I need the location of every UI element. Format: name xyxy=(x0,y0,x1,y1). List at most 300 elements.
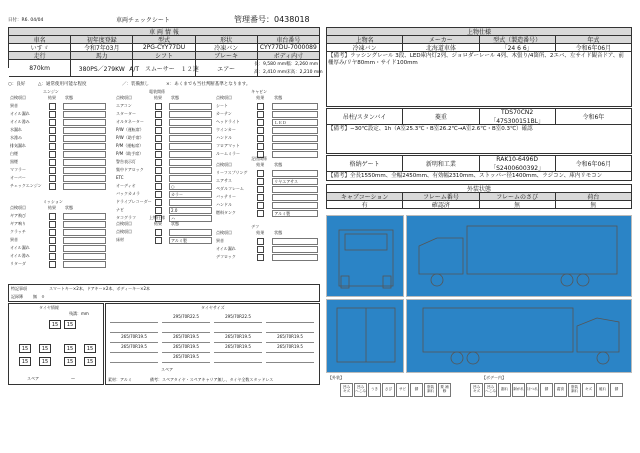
tire-r1-3: 15 xyxy=(84,344,96,353)
tire-remark: 備考：スペアタイヤ・スペアキャリア無し、タイヤ全数スタッドレス xyxy=(150,377,274,382)
check-row xyxy=(114,143,214,151)
result-checkbox[interactable] xyxy=(49,143,56,150)
damage-code-body: 剥がれ xyxy=(512,383,525,397)
result-checkbox[interactable] xyxy=(155,159,162,166)
dim-width: 幅：2,260 mm xyxy=(286,62,319,67)
status-field[interactable] xyxy=(63,119,106,126)
result-checkbox[interactable] xyxy=(257,170,264,177)
check-row xyxy=(8,253,108,261)
result-checkbox[interactable] xyxy=(257,135,264,142)
result-checkbox[interactable] xyxy=(155,143,162,150)
tire-r2-0: 15 xyxy=(19,357,31,366)
status-field[interactable]: アルミ製 xyxy=(272,210,318,217)
check-item-label: クラッチ xyxy=(10,229,26,234)
status-field[interactable] xyxy=(272,151,318,158)
result-checkbox[interactable] xyxy=(155,183,162,190)
ev-2: 無 xyxy=(480,201,556,209)
status-field[interactable] xyxy=(63,245,106,252)
body-shape: 冷凍バン xyxy=(196,44,258,52)
result-checkbox[interactable] xyxy=(49,245,56,252)
check-item-label: タコグラフ xyxy=(116,215,136,220)
check-item-label: P/W（運転席） xyxy=(116,127,144,132)
col-header: 結果 xyxy=(256,230,265,235)
col-header: 点検項目 xyxy=(216,230,232,235)
check-row xyxy=(214,111,320,119)
tire-size-cell: 295/70R22.5 xyxy=(214,314,262,323)
check-row xyxy=(8,167,108,175)
tire-r2-2: 15 xyxy=(64,357,76,366)
mileage: 870km xyxy=(9,60,71,77)
result-checkbox[interactable] xyxy=(155,191,162,198)
result-checkbox[interactable] xyxy=(155,175,162,182)
check-item-label: スターター xyxy=(116,111,136,116)
col-header: 点検項目 xyxy=(216,162,232,167)
check-row xyxy=(214,170,320,178)
check-item-label: カーテン xyxy=(216,111,232,116)
result-checkbox[interactable] xyxy=(257,246,264,253)
damage-code-ext: 凹み へこみ xyxy=(354,383,367,397)
tire-material: 素材：アルミ xyxy=(108,377,132,382)
check-item-label: 警告表示灯 xyxy=(116,159,136,164)
status-field[interactable] xyxy=(63,135,106,142)
tire-size-title: タイヤサイズ xyxy=(201,305,225,310)
u1-3: 令和6年06月 xyxy=(556,44,632,52)
spare-label: スペア xyxy=(27,376,39,381)
status-field[interactable] xyxy=(169,229,212,236)
u3-1: 新明和工業 xyxy=(403,156,479,172)
status-field[interactable] xyxy=(272,143,318,150)
check-item-label: オイル漏れ xyxy=(10,245,30,250)
vh2-2: シフト xyxy=(133,52,195,60)
horsepower: 380PS／279KW xyxy=(71,60,133,77)
check-item-label: フロアマット xyxy=(216,143,240,148)
uh-3: 年式 xyxy=(556,36,632,44)
damage-code-body: キズ xyxy=(582,383,595,397)
col-header: 状態 xyxy=(274,162,283,167)
check-row xyxy=(214,254,320,262)
tire-size-cell xyxy=(266,324,314,333)
result-checkbox[interactable] xyxy=(49,127,56,134)
exterior-title: 外装状態 xyxy=(327,185,632,193)
vh2-4: ボディ内寸 xyxy=(258,52,320,60)
u2-3: 令和6年 xyxy=(556,109,632,125)
check-item-label: オルタネーター xyxy=(116,119,144,124)
damage-code-body: 凹み へこみ xyxy=(484,383,497,397)
status-field[interactable] xyxy=(272,246,318,253)
u1-2: 「24 6 6」 xyxy=(480,44,556,52)
check-title-engine: エンジン xyxy=(43,89,59,94)
tire-size-cell: 265/70R19.5 xyxy=(266,344,314,353)
result-checkbox[interactable] xyxy=(49,111,56,118)
check-item-label: 排気漏れ xyxy=(10,143,26,148)
check-row xyxy=(214,246,320,254)
damage-code-ext: うき xyxy=(368,383,381,397)
tire-unit: 残溝：mm xyxy=(69,311,89,316)
check-row xyxy=(114,167,214,175)
result-checkbox[interactable] xyxy=(257,194,264,201)
status-field[interactable]: リヤエアサス xyxy=(272,178,318,185)
status-field[interactable] xyxy=(169,127,212,134)
result-checkbox[interactable] xyxy=(257,202,264,209)
status-field[interactable] xyxy=(169,175,212,182)
check-row xyxy=(8,175,108,183)
mgmt-label: 管理番号： xyxy=(234,15,274,24)
check-item-label: オーバー xyxy=(10,175,26,180)
check-item-label: 黒煙 xyxy=(10,159,18,164)
check-row xyxy=(8,229,108,237)
check-item-label: 異音 xyxy=(216,238,224,243)
tire-r1-0: 15 xyxy=(19,344,31,353)
status-field[interactable] xyxy=(169,167,212,174)
status-field[interactable]: ○ xyxy=(169,183,212,190)
check-row xyxy=(8,221,108,229)
check-row xyxy=(8,151,108,159)
status-field[interactable] xyxy=(169,103,212,110)
col-header: 状態 xyxy=(274,95,283,100)
check-row xyxy=(8,135,108,143)
result-checkbox[interactable] xyxy=(257,238,264,245)
result-checkbox[interactable] xyxy=(49,229,56,236)
status-field[interactable] xyxy=(63,143,106,150)
tire-size-cell xyxy=(266,354,314,363)
check-item-label: ギア鳴り xyxy=(10,221,26,226)
check-item-label: P/M（助手席） xyxy=(116,151,144,156)
tire-size-cell xyxy=(110,354,158,363)
check-title-upper: 上物仕様 xyxy=(149,215,165,220)
result-checkbox[interactable] xyxy=(155,237,162,244)
col-header: 結果 xyxy=(48,95,56,100)
check-item-label: 水漏れ xyxy=(10,127,22,132)
check-title-diff: デフ xyxy=(251,224,260,229)
result-checkbox[interactable] xyxy=(257,103,264,110)
dim-floor: 床高：2,210 mm xyxy=(286,70,323,75)
damage-code-body: ほつれ xyxy=(526,383,539,397)
result-checkbox[interactable] xyxy=(155,207,162,214)
result-checkbox[interactable] xyxy=(49,159,56,166)
check-item-label: オイル漏れ xyxy=(10,111,30,116)
damage-code-ext: 要 補修 xyxy=(438,383,451,397)
check-row xyxy=(214,135,320,143)
result-checkbox[interactable] xyxy=(155,103,162,110)
result-checkbox[interactable] xyxy=(49,237,56,244)
check-row xyxy=(8,237,108,245)
check-item-label: リターダ xyxy=(10,261,26,266)
result-checkbox[interactable] xyxy=(257,178,264,185)
damage-code-ext: サビ xyxy=(396,383,409,397)
check-row xyxy=(214,119,320,127)
legend-usable: △：通常使用可能な程度 xyxy=(38,82,87,87)
result-checkbox[interactable] xyxy=(155,119,162,126)
result-checkbox[interactable] xyxy=(155,127,162,134)
truck-side-right-outline xyxy=(407,300,633,374)
mgmt-number: 0438018 xyxy=(274,15,310,24)
truck-front-diagram xyxy=(326,215,404,297)
check-row xyxy=(114,175,214,183)
status-field[interactable] xyxy=(169,199,212,206)
status-field[interactable] xyxy=(63,183,106,190)
upper-row3 xyxy=(326,155,632,172)
damage-code-body: 塗装 剥れ xyxy=(568,383,581,397)
check-item-label: ドライブレコーダー xyxy=(116,199,152,204)
result-checkbox[interactable] xyxy=(155,199,162,206)
col-header: 結果 xyxy=(154,95,162,100)
check-row xyxy=(8,103,108,111)
check-item-label: ハンドル xyxy=(216,202,232,207)
check-item-label: マフラー xyxy=(10,167,26,172)
status-field[interactable] xyxy=(272,135,318,142)
result-checkbox[interactable] xyxy=(155,151,162,158)
status-field[interactable] xyxy=(272,127,318,134)
check-row xyxy=(214,210,320,218)
status-field[interactable] xyxy=(272,238,318,245)
status-field[interactable] xyxy=(63,167,106,174)
check-row xyxy=(214,103,320,111)
status-field[interactable]: 2.0 xyxy=(169,207,212,214)
records-value: 無 ０ xyxy=(33,294,45,299)
eh-2: フレームのさび xyxy=(480,193,556,201)
check-item-label: ペダルフレーム xyxy=(216,186,244,191)
check-row xyxy=(8,213,108,221)
tire-size-cell: 265/70R19.5 xyxy=(110,344,158,353)
tire-size-cell xyxy=(214,324,262,333)
col-header: 点検項目 xyxy=(10,205,26,210)
u2-0: 吊柱/スタンバイ xyxy=(327,109,403,125)
tire-size-cell: 265/70R19.5 xyxy=(214,334,262,343)
dim-height: 高：2,410 mm xyxy=(254,70,287,75)
status-field[interactable] xyxy=(63,237,106,244)
status-field[interactable]: ハ xyxy=(169,215,212,222)
spare-value: — xyxy=(71,376,75,381)
first-registration: 令和7年03月 xyxy=(71,44,133,52)
check-item-label: 床材 xyxy=(116,237,124,242)
notes-title: 特記事項 xyxy=(11,286,27,291)
truck-side-left-diagram xyxy=(406,215,632,297)
status-field[interactable]: カラー xyxy=(169,191,212,198)
check-row xyxy=(214,238,320,246)
truck-side-right-diagram xyxy=(406,299,632,373)
legend-none: ／：装備無し xyxy=(122,82,149,87)
result-checkbox[interactable] xyxy=(49,261,56,268)
result-checkbox[interactable] xyxy=(49,253,56,260)
ev-3: 無 xyxy=(556,201,632,209)
check-item-label: ヘッドライト xyxy=(216,119,240,124)
status-field[interactable]: アルミ製 xyxy=(169,237,212,244)
check-row xyxy=(114,159,214,167)
tire-size-cell: 265/70R19.5 xyxy=(162,354,210,363)
result-checkbox[interactable] xyxy=(49,119,56,126)
result-checkbox[interactable] xyxy=(257,127,264,134)
check-item-label: エアサス xyxy=(216,178,232,183)
status-field[interactable] xyxy=(63,151,106,158)
status-field[interactable]: ＬＥＤ xyxy=(272,119,318,126)
check-row xyxy=(114,135,214,143)
vh1-2: 型式 xyxy=(133,36,195,44)
check-item-label: シート xyxy=(216,103,228,108)
check-row xyxy=(114,127,214,135)
tire-size-cell: 265/70R19.5 xyxy=(214,344,262,353)
tire-title: タイヤ情報 xyxy=(39,305,59,310)
u2-sub: 「47S300151BL」 xyxy=(490,117,545,125)
result-checkbox[interactable] xyxy=(155,229,162,236)
result-checkbox[interactable] xyxy=(155,167,162,174)
check-title-elec: 電装関係 xyxy=(149,89,165,94)
check-row xyxy=(214,194,320,202)
status-field[interactable] xyxy=(63,103,106,110)
check-item-label: バッテリー xyxy=(216,194,236,199)
check-item-label: 点検項目 xyxy=(116,229,132,234)
check-title-cabin: キャビン xyxy=(251,89,268,94)
vh2-3: ブレーキ xyxy=(196,52,258,60)
check-row xyxy=(8,111,108,119)
check-item-label: 水滲み xyxy=(10,135,22,140)
result-checkbox[interactable] xyxy=(257,111,264,118)
tire-size-cell: 265/70R19.5 xyxy=(162,334,210,343)
status-field[interactable] xyxy=(169,143,212,150)
damage-code-ext: 錆 xyxy=(410,383,423,397)
result-checkbox[interactable] xyxy=(49,167,56,174)
col-header: 結果 xyxy=(48,205,56,210)
result-checkbox[interactable] xyxy=(257,143,264,150)
status-field[interactable] xyxy=(272,202,318,209)
doc-title: 車両チェックシート xyxy=(116,17,170,24)
result-checkbox[interactable] xyxy=(49,135,56,142)
check-item-label: ETC xyxy=(116,175,124,180)
col-header: 点検項目 xyxy=(216,95,232,100)
vehicle-section-title: 車 両 情 報 xyxy=(9,28,320,36)
col-header: 点検項目 xyxy=(116,221,132,226)
damage-code-ext: さび xyxy=(382,383,395,397)
col-header: 状態 xyxy=(65,205,73,210)
tire-r2-3: 15 xyxy=(84,357,96,366)
status-field[interactable] xyxy=(63,221,106,228)
status-field[interactable] xyxy=(63,159,106,166)
tire-size-cell xyxy=(266,314,314,323)
check-title-mission: ミッション xyxy=(43,199,63,204)
tire-size-cell xyxy=(110,314,158,323)
u2-1: 菱重 xyxy=(403,109,479,125)
status-field[interactable] xyxy=(63,127,106,134)
check-item-label: チェックエンジン xyxy=(10,183,42,188)
result-checkbox[interactable] xyxy=(49,151,56,158)
check-row xyxy=(214,186,320,194)
upper-title: 上物仕様 xyxy=(327,28,632,36)
status-field[interactable] xyxy=(272,194,318,201)
check-row xyxy=(8,261,108,269)
status-field[interactable] xyxy=(63,229,106,236)
tire-r1-2: 15 xyxy=(64,344,76,353)
check-row xyxy=(214,202,320,210)
status-field[interactable] xyxy=(169,135,212,142)
vehicle-info xyxy=(8,27,323,75)
truck-side-outline xyxy=(407,216,633,298)
check-row xyxy=(114,103,214,111)
damage-code-body: 割れ xyxy=(498,383,511,397)
result-checkbox[interactable] xyxy=(49,213,56,220)
status-field[interactable] xyxy=(272,186,318,193)
vh1-4: 車台番号 xyxy=(258,36,320,44)
result-checkbox[interactable] xyxy=(257,186,264,193)
check-item-label: ルームミラー xyxy=(216,151,240,156)
check-row xyxy=(114,199,214,207)
check-row xyxy=(8,143,108,151)
uh-0: 上物名 xyxy=(327,36,403,44)
result-checkbox[interactable] xyxy=(49,183,56,190)
status-field[interactable] xyxy=(169,159,212,166)
upper-note2: 【備考】−30℃設定、1h（A室25.3℃・B室26.2℃→A室2.6℃・B室0.3℃）確認 xyxy=(328,126,533,132)
check-item-label: 集中ドアロック xyxy=(116,167,144,172)
eh-0: キャブコーション xyxy=(327,193,403,201)
result-checkbox[interactable] xyxy=(155,111,162,118)
status-field[interactable] xyxy=(272,111,318,118)
col-header: 結果 xyxy=(154,221,162,226)
result-checkbox[interactable] xyxy=(49,221,56,228)
result-checkbox[interactable] xyxy=(49,175,56,182)
check-row xyxy=(214,127,320,135)
check-item-label: リーフスプリング xyxy=(216,170,248,175)
tire-r2-1: 15 xyxy=(39,357,51,366)
status-field[interactable] xyxy=(63,175,106,182)
check-row xyxy=(214,178,320,186)
tire-size-panel xyxy=(105,303,320,385)
status-field[interactable] xyxy=(63,261,106,268)
status-field[interactable] xyxy=(169,119,212,126)
vh1-3: 形状 xyxy=(196,36,258,44)
check-row xyxy=(114,119,214,127)
status-field[interactable] xyxy=(272,103,318,110)
check-title-undercarriage: 足回関係 xyxy=(251,156,268,161)
spare-size: スペア xyxy=(161,367,173,372)
status-field[interactable] xyxy=(169,151,212,158)
status-field[interactable] xyxy=(169,111,212,118)
check-item-label: 異音 xyxy=(10,103,18,108)
u3-3: 令和6年06月 xyxy=(556,156,632,172)
u3-0: 格納ゲート xyxy=(327,156,403,172)
result-checkbox[interactable] xyxy=(257,254,264,261)
col-header: 点検項目 xyxy=(116,95,132,100)
check-item-label: オイル滲み xyxy=(10,119,30,124)
status-field[interactable] xyxy=(63,253,106,260)
result-checkbox[interactable] xyxy=(155,135,162,142)
status-field[interactable] xyxy=(63,213,106,220)
result-checkbox[interactable] xyxy=(49,103,56,110)
tire-front-left: 15 xyxy=(49,320,61,329)
status-field[interactable] xyxy=(272,170,318,177)
eh-1: フレーム番号 xyxy=(403,193,479,201)
col-header: 結果 xyxy=(256,95,265,100)
vh1-0: 車名 xyxy=(9,36,71,44)
u1-0: 冷凍バン xyxy=(327,44,403,52)
check-item-label: P/W（助手席） xyxy=(116,135,144,140)
brake-type: エアー xyxy=(196,60,258,77)
tire-size-cell: 265/70R19.5 xyxy=(162,344,210,353)
check-item-label: ウインカー xyxy=(216,127,236,132)
check-row xyxy=(114,151,214,159)
upper-spec xyxy=(326,27,632,52)
result-checkbox[interactable] xyxy=(257,210,264,217)
notes-box xyxy=(8,284,320,302)
status-field[interactable] xyxy=(63,111,106,118)
check-row xyxy=(214,143,320,151)
uh-2: 型式（製造番号） xyxy=(480,36,556,44)
records-label: 記録簿 xyxy=(11,294,23,299)
status-field[interactable] xyxy=(272,254,318,261)
check-item-label: デフロック xyxy=(216,254,236,259)
damage-code-body: 錆 xyxy=(540,383,553,397)
col-header: 状態 xyxy=(65,95,73,100)
eh-3: 荷台 xyxy=(556,193,632,201)
result-checkbox[interactable] xyxy=(257,119,264,126)
tire-front-right: 15 xyxy=(64,320,76,329)
